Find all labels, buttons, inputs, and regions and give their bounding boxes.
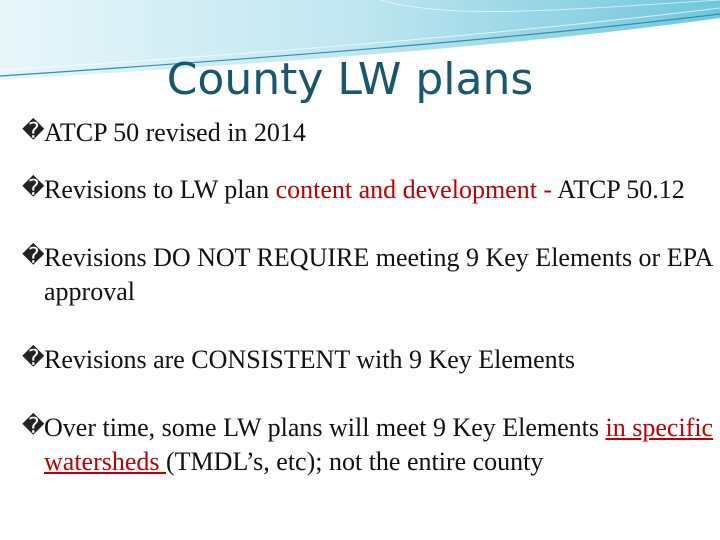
bullet-text: Over time, some LW plans will meet 9 Key Elements — [44, 413, 606, 442]
bullet-item — [22, 343, 714, 377]
bullet-text: Revisions are CONSISTENT with 9 Key Elements — [44, 345, 576, 374]
bullet-item — [22, 241, 714, 309]
bullet-item — [22, 173, 714, 207]
bullet-list — [22, 116, 714, 513]
bullet-highlight-text: in specific watersheds — [44, 413, 714, 476]
bullet-text: ATCP 50.12 — [552, 175, 685, 204]
bullet-item — [22, 411, 714, 479]
bullet-item — [22, 116, 714, 150]
bullet-marker-icon: � — [22, 244, 45, 269]
bullet-text: Revisions to LW plan — [44, 175, 276, 204]
bullet-marker-icon: � — [22, 119, 45, 144]
bullet-text: Revisions DO NOT REQUIRE meeting 9 Key Elements or EPA approval — [44, 243, 713, 306]
bullet-marker-icon: � — [22, 346, 45, 371]
page-title: County LW plans — [166, 54, 534, 105]
bullet-highlight-text: content and development - — [275, 175, 553, 204]
bullet-text: (TMDL’s, etc); not the entire county — [166, 447, 544, 476]
bullet-marker-icon: � — [22, 414, 45, 439]
bullet-text: ATCP 50 revised in 2014 — [44, 118, 306, 147]
bullet-marker-icon: � — [22, 176, 45, 201]
